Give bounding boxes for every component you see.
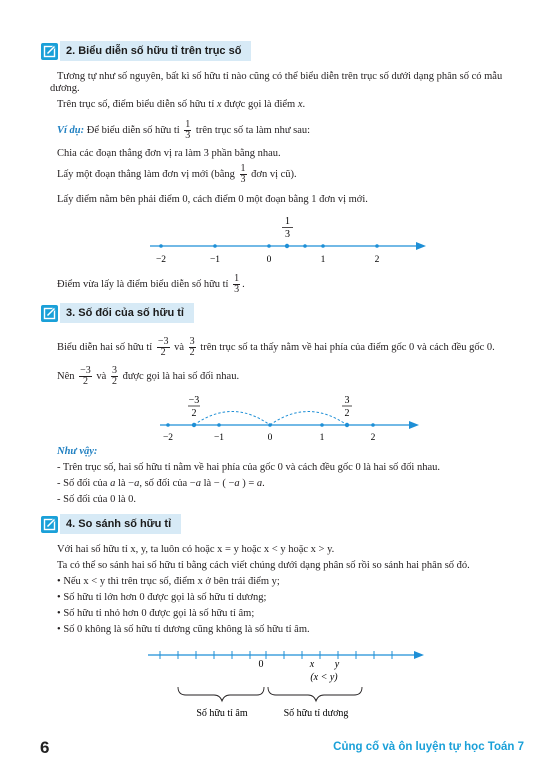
section-3-title: 3. Số đối của số hữu tỉ	[60, 303, 194, 323]
zero-label: 0	[258, 659, 264, 670]
edit-check-icon	[41, 305, 58, 322]
section-2-header	[41, 41, 251, 61]
section-2-paragraph-1: Tương tự như số nguyên, bất kì số hữu tỉ nào cũng có thể biểu diễn trên trục số dưới dạng phân số có mẫu dương.	[50, 71, 503, 94]
tick-label: −2	[162, 433, 174, 443]
step-1: Chia các đoạn thẳng đơn vị ra làm 3 phần bằng nhau.	[57, 148, 281, 159]
positive-brace	[268, 687, 362, 701]
y-label: y	[334, 659, 340, 670]
section-3-paragraph-1: Biểu diễn hai số hữu tỉ $\frac{-3}{2}$ và $\frac{3}{2}$ trên trục số ta thấy nằm về hai phía của điểm gốc 0 và cách đều gốc 0.	[57, 336, 495, 359]
opposite-rule-3: - Số đối của 0 là 0.	[57, 494, 137, 505]
section-3-paragraph-2: Nên $\frac{-3}{2}$ và $\frac{3}{2}$ được gọi là hai số đối nhau.	[57, 365, 240, 388]
label-neg-3-2-num: −3	[188, 395, 200, 406]
example-line: Ví dụ: Để biểu diễn số hữu tỉ $\frac{1}{3}$ trên trục số ta làm như sau:	[57, 119, 311, 142]
negative-rationals-label: Số hữu tỉ âm	[196, 708, 248, 719]
section-3-header	[41, 303, 194, 323]
section-4-header	[41, 514, 181, 534]
axis-arrow-icon	[409, 421, 419, 429]
number-line-one-third	[140, 212, 430, 268]
opposite-rule-1: - Trên trục số, hai số hữu tỉ nằm về hai phía của gốc 0 và cách đều gốc 0 là hai số đối nhau.	[57, 462, 441, 473]
list-item: • Số hữu tỉ lớn hơn 0 được gọi là số hữu tỉ dương;	[57, 592, 267, 603]
number-line-comparison	[140, 645, 430, 725]
label-1-third-den: 3	[285, 229, 290, 240]
page-number: 6	[40, 738, 50, 757]
label-3-2-num: 3	[344, 395, 350, 406]
step-3: Lấy điểm nằm bên phải điểm 0, cách điểm 0 một đoạn bằng 1 đơn vị mới.	[57, 194, 368, 205]
conclusion-label: Như vậy:	[57, 446, 98, 457]
tick-label: 2	[370, 433, 376, 443]
arc-right	[270, 412, 347, 426]
label-3-2-den: 2	[344, 408, 350, 419]
section-2-result: Điểm vừa lấy là điểm biểu diễn số hữu tỉ $\frac{1}{3}$ .	[57, 273, 245, 296]
list-item: • Số 0 không là số hữu tỉ dương cũng không là số hữu tỉ âm.	[57, 624, 310, 635]
fraction-one-third: $\frac{1}{3}$	[185, 119, 191, 142]
edit-check-icon	[41, 43, 58, 60]
tick-label: 2	[374, 255, 380, 265]
step-2: Lấy một đoạn thẳng làm đơn vị mới (bằng $\frac{1}{3}$ đơn vị cũ).	[57, 163, 297, 186]
axis-arrow-icon	[414, 651, 424, 659]
tick-label: −2	[155, 255, 167, 265]
label-neg-3-2-den: 2	[191, 408, 197, 419]
tick-label: 0	[267, 433, 273, 443]
tick-label: 1	[320, 255, 326, 265]
tick-label: 1	[319, 433, 325, 443]
positive-rationals-label: Số hữu tỉ dương	[283, 708, 349, 719]
axis-arrow-icon	[416, 242, 426, 250]
tick-label: −1	[213, 433, 225, 443]
edit-check-icon	[41, 516, 58, 533]
number-line-opposites	[150, 390, 425, 448]
book-title: Củng cố và ôn luyện tự học Toán 7	[333, 741, 524, 753]
section-2-paragraph-2: Trên trục số, điểm biểu diễn số hữu tỉ x được gọi là điểm x.	[57, 99, 306, 110]
tick-label: −1	[209, 255, 221, 265]
section-4-paragraph-1: Với hai số hữu tỉ x, y, ta luôn có hoặc x = y hoặc x < y hoặc x > y.	[57, 544, 335, 555]
section-2-title: 2. Biểu diễn số hữu tỉ trên trục số	[60, 41, 251, 61]
list-item: • Số hữu tỉ nhỏ hơn 0 được gọi là số hữu tỉ âm;	[57, 608, 255, 619]
negative-brace	[178, 687, 264, 701]
arc-left	[194, 412, 270, 426]
tick-label: 0	[266, 255, 272, 265]
opposite-rule-2: - Số đối của a là −a, số đối của −a là − ( −a ) = a.	[57, 478, 265, 489]
section-4-paragraph-2: Ta có thể so sánh hai số hữu tỉ bằng cách viết chúng dưới dạng phân số rồi so sánh hai phân số đó.	[57, 560, 470, 571]
x-label: x	[309, 659, 315, 670]
list-item: • Nếu x < y thì trên trục số, điểm x ở bên trái điểm y;	[57, 576, 280, 587]
label-1-third-num: 1	[285, 216, 290, 227]
section-4-title: 4. So sánh số hữu tỉ	[60, 514, 181, 534]
x-less-than-y-note: (x < y)	[310, 672, 338, 683]
